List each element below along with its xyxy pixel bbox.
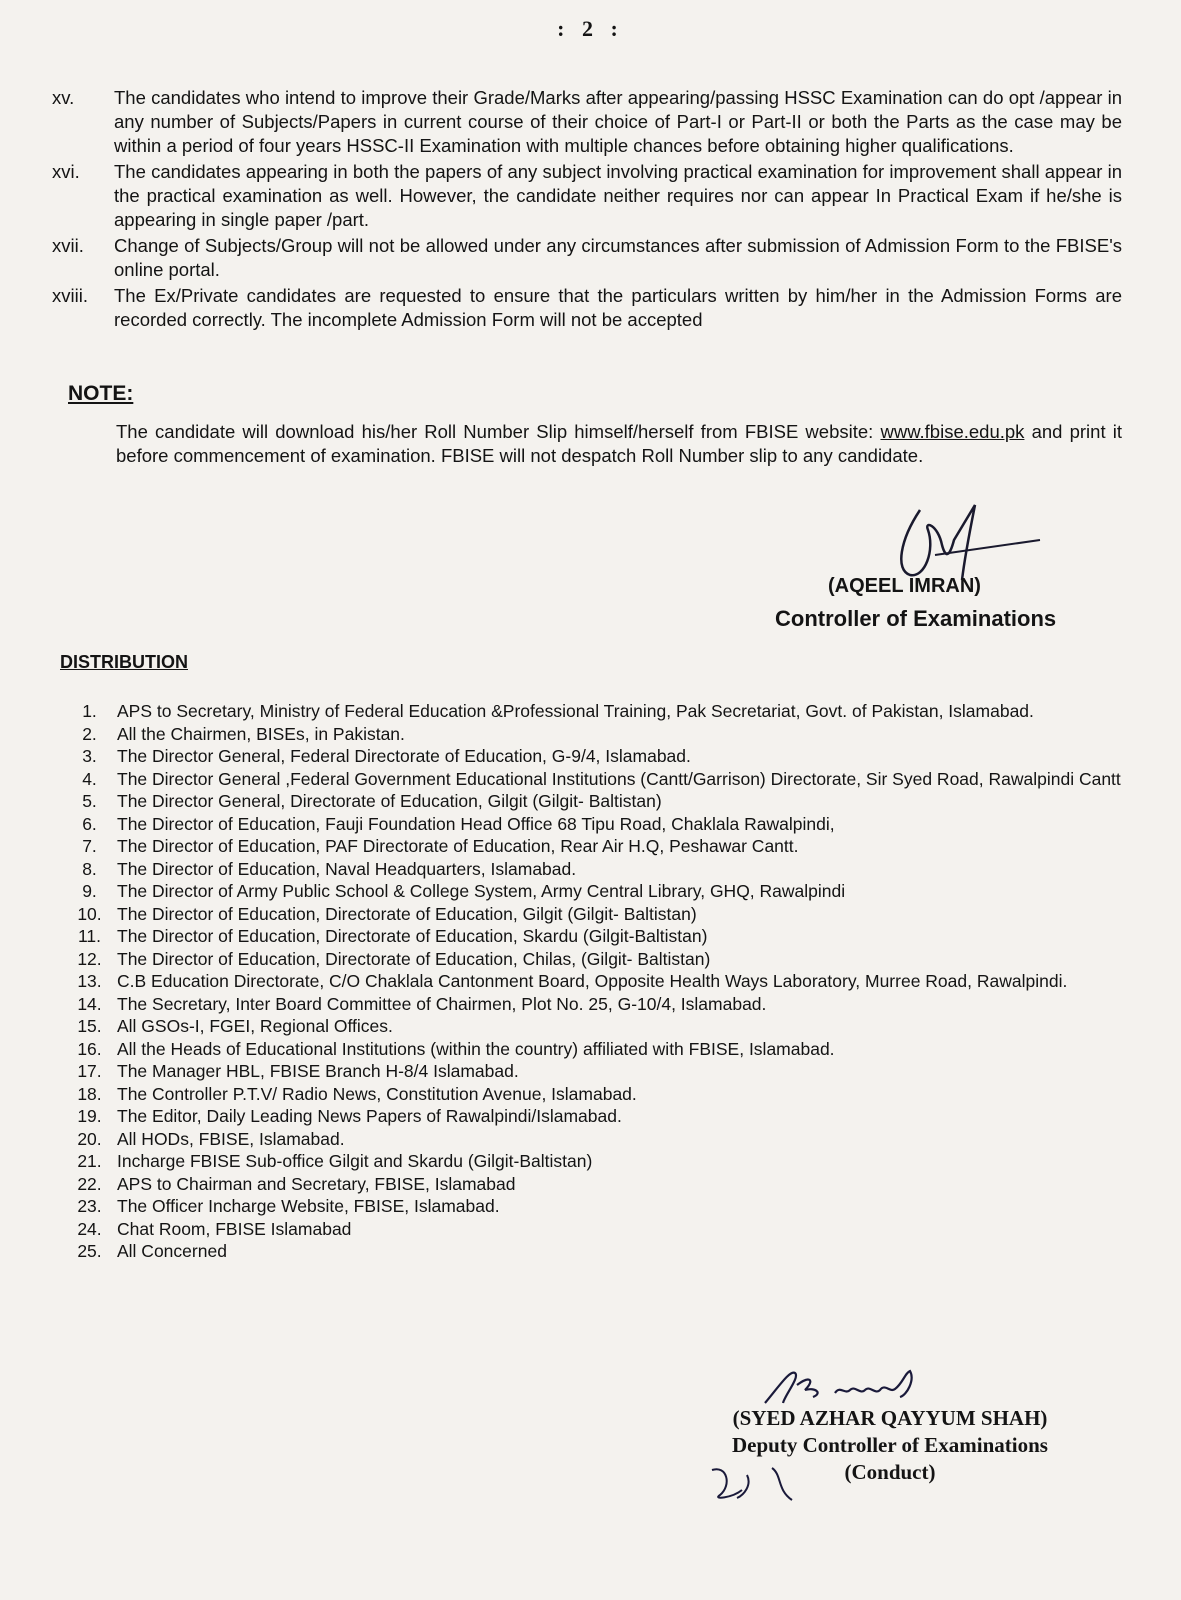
distribution-item — [62, 1195, 1122, 1218]
item-number: 1. — [82, 701, 97, 721]
item-text: All GSOs-I, FGEI, Regional Offices. — [117, 1016, 393, 1036]
item-text: The Director of Education, Fauji Foundation Head Office 68 Tipu Road, Chaklala Rawalpindi, — [117, 813, 835, 834]
distribution-item — [62, 745, 1122, 768]
signatory-title: Deputy Controller of Examinations — [732, 1433, 1048, 1457]
item-number: 18. — [77, 1083, 102, 1104]
item-text: The Secretary, Inter Board Committee of Chairmen, Plot No. 25, G-10/4, Islamabad. — [117, 993, 767, 1014]
clause-number: xvi. — [52, 161, 80, 182]
item-number: 12. — [77, 948, 102, 969]
item-number: 9. — [82, 881, 97, 901]
clause-item — [52, 86, 1122, 158]
signatory-name: (AQEEL IMRAN) — [828, 575, 981, 597]
distribution-item — [62, 1218, 1122, 1241]
item-number: 5. — [82, 791, 97, 811]
item-text: The Director of Army Public School & College System, Army Central Library, GHQ, Rawalpindi — [117, 881, 846, 901]
item-text: The Manager HBL, FBISE Branch H-8/4 Islamabad. — [117, 1061, 519, 1081]
item-number: 25. — [77, 1241, 102, 1261]
initials-mark — [702, 1460, 812, 1505]
distribution-item — [62, 1150, 1122, 1173]
item-text: All the Chairmen, BISEs, in Pakistan. — [117, 723, 405, 744]
distribution-item — [62, 813, 1122, 836]
item-text: The Director of Education, Directorate of Education, Skardu (Gilgit-Baltistan) — [117, 926, 708, 946]
item-number: 15. — [77, 1016, 102, 1036]
distribution-item — [62, 1060, 1122, 1083]
clause-number: xviii. — [52, 285, 88, 306]
clause-text: The Ex/Private candidates are requested to ensure that the particulars written by him/her in the Admission Forms are recorded correctly. The incomplete Admission Form will not be accepted — [114, 285, 1122, 330]
item-text: The Director General ,Federal Government Educational Institutions (Cantt/Garrison) Directorate, Sir Syed Road, Rawalpindi Cantt — [117, 768, 1121, 789]
clause-item — [52, 234, 1122, 282]
distribution-item — [62, 790, 1122, 813]
distribution-item — [62, 700, 1122, 723]
distribution-item — [62, 723, 1122, 746]
item-text: The Director of Education, PAF Directorate of Education, Rear Air H.Q, Peshawar Cantt. — [117, 836, 799, 856]
item-text: The Editor, Daily Leading News Papers of Rawalpindi/Islamabad. — [117, 1106, 622, 1126]
item-number: 10. — [77, 903, 102, 924]
clause-text: The candidates who intend to improve their Grade/Marks after appearing/passing HSSC Examination can do opt /appear in any number of Subjects/Papers in current course of their choice of Part-I or Part-II or both the Parts as the case may be within a period of four years HSSC-II Examination with multiple chances before obtaining higher qualifications. — [114, 87, 1122, 156]
item-text: All Concerned — [117, 1241, 227, 1261]
distribution-item — [62, 970, 1122, 993]
distribution-item — [62, 948, 1122, 971]
item-text: The Director of Education, Naval Headquarters, Islamabad. — [117, 858, 577, 879]
item-number: 2. — [82, 723, 97, 744]
clause-item — [52, 160, 1122, 232]
note-body — [116, 420, 1122, 468]
item-text: All HODs, FBISE, Islamabad. — [117, 1128, 345, 1149]
item-text: The Officer Incharge Website, FBISE, Islamabad. — [117, 1196, 500, 1216]
note-text-after: and print it before commencement of examination. FBISE will not despatch Roll Number slip to any candidate. — [116, 421, 1122, 466]
distribution-item — [62, 858, 1122, 881]
distribution-item — [62, 903, 1122, 926]
item-text: APS to Chairman and Secretary, FBISE, Islamabad — [117, 1173, 516, 1194]
clause-text: The candidates appearing in both the papers of any subject involving practical examination for improvement shall appear in the practical examination as well. However, the candidate neither requires nor can appear In Practical Exam if he/she is appearing in single paper /part. — [114, 161, 1122, 230]
clause-list — [52, 86, 1122, 334]
clause-number: xvii. — [52, 235, 84, 256]
item-number: 11. — [77, 926, 102, 946]
page-number: : 2 : — [557, 16, 624, 41]
item-number: 17. — [77, 1061, 102, 1081]
item-text: Chat Room, FBISE Islamabad — [117, 1218, 352, 1239]
item-number: 4. — [82, 768, 97, 789]
distribution-heading: DISTRIBUTION — [60, 652, 188, 672]
item-number: 23. — [77, 1196, 102, 1216]
item-text: APS to Secretary, Ministry of Federal Education &Professional Training, Pak Secretariat, Govt. of Pakistan, Islamabad. — [117, 701, 1034, 721]
distribution-item — [62, 835, 1122, 858]
item-text: The Director of Education, Directorate of Education, Gilgit (Gilgit- Baltistan) — [117, 903, 697, 924]
distribution-item — [62, 1173, 1122, 1196]
item-number: 20. — [77, 1128, 102, 1149]
website-link[interactable]: www.fbise.edu.pk — [880, 421, 1025, 442]
signatory-title: Controller of Examinations — [775, 606, 1057, 631]
distribution-list — [62, 700, 1122, 1263]
item-number: 19. — [77, 1106, 102, 1126]
distribution-item — [62, 1038, 1122, 1061]
distribution-item — [62, 1240, 1122, 1263]
signatory-subtitle: (Conduct) — [844, 1460, 936, 1484]
item-number: 3. — [82, 746, 97, 766]
item-number: 22. — [77, 1173, 102, 1194]
signatory-name: (SYED AZHAR QAYYUM SHAH) — [732, 1406, 1048, 1430]
item-text: The Director General, Federal Directorate of Education, G-9/4, Islamabad. — [117, 746, 691, 766]
item-number: 13. — [77, 971, 102, 991]
distribution-item — [62, 1105, 1122, 1128]
distribution-item — [62, 993, 1122, 1016]
item-text: The Director General, Directorate of Education, Gilgit (Gilgit- Baltistan) — [117, 791, 662, 811]
item-text: The Controller P.T.V/ Radio News, Constitution Avenue, Islamabad. — [117, 1083, 637, 1104]
distribution-item — [62, 880, 1122, 903]
item-number: 21. — [77, 1151, 102, 1171]
note-text-before: The candidate will download his/her Roll Number Slip himself/herself from FBISE website: — [116, 421, 881, 442]
note-heading: NOTE: — [68, 382, 134, 405]
item-number: 14. — [77, 993, 102, 1014]
distribution-item — [62, 1083, 1122, 1106]
distribution-item — [62, 1128, 1122, 1151]
item-text: All the Heads of Educational Institutions (within the country) affiliated with FBISE, Islamabad. — [117, 1038, 835, 1059]
clause-text: Change of Subjects/Group will not be allowed under any circumstances after submission of Admission Form to the FBISE's online portal. — [114, 235, 1122, 280]
item-number: 8. — [82, 858, 97, 879]
item-number: 16. — [77, 1038, 102, 1059]
item-number: 6. — [82, 813, 97, 834]
distribution-item — [62, 925, 1122, 948]
item-number: 7. — [82, 836, 97, 856]
item-number: 24. — [77, 1218, 102, 1239]
item-text: Incharge FBISE Sub-office Gilgit and Skardu (Gilgit-Baltistan) — [117, 1151, 593, 1171]
distribution-item — [62, 768, 1122, 791]
clause-number: xv. — [52, 87, 75, 108]
distribution-item — [62, 1015, 1122, 1038]
item-text: C.B Education Directorate, C/O Chaklala Cantonment Board, Opposite Health Ways Laboratory, Murree Road, Rawalpindi. — [117, 971, 1068, 991]
item-text: The Director of Education, Directorate of Education, Chilas, (Gilgit- Baltistan) — [117, 948, 711, 969]
deputy-controller-signature — [755, 1365, 945, 1410]
clause-item — [52, 284, 1122, 332]
